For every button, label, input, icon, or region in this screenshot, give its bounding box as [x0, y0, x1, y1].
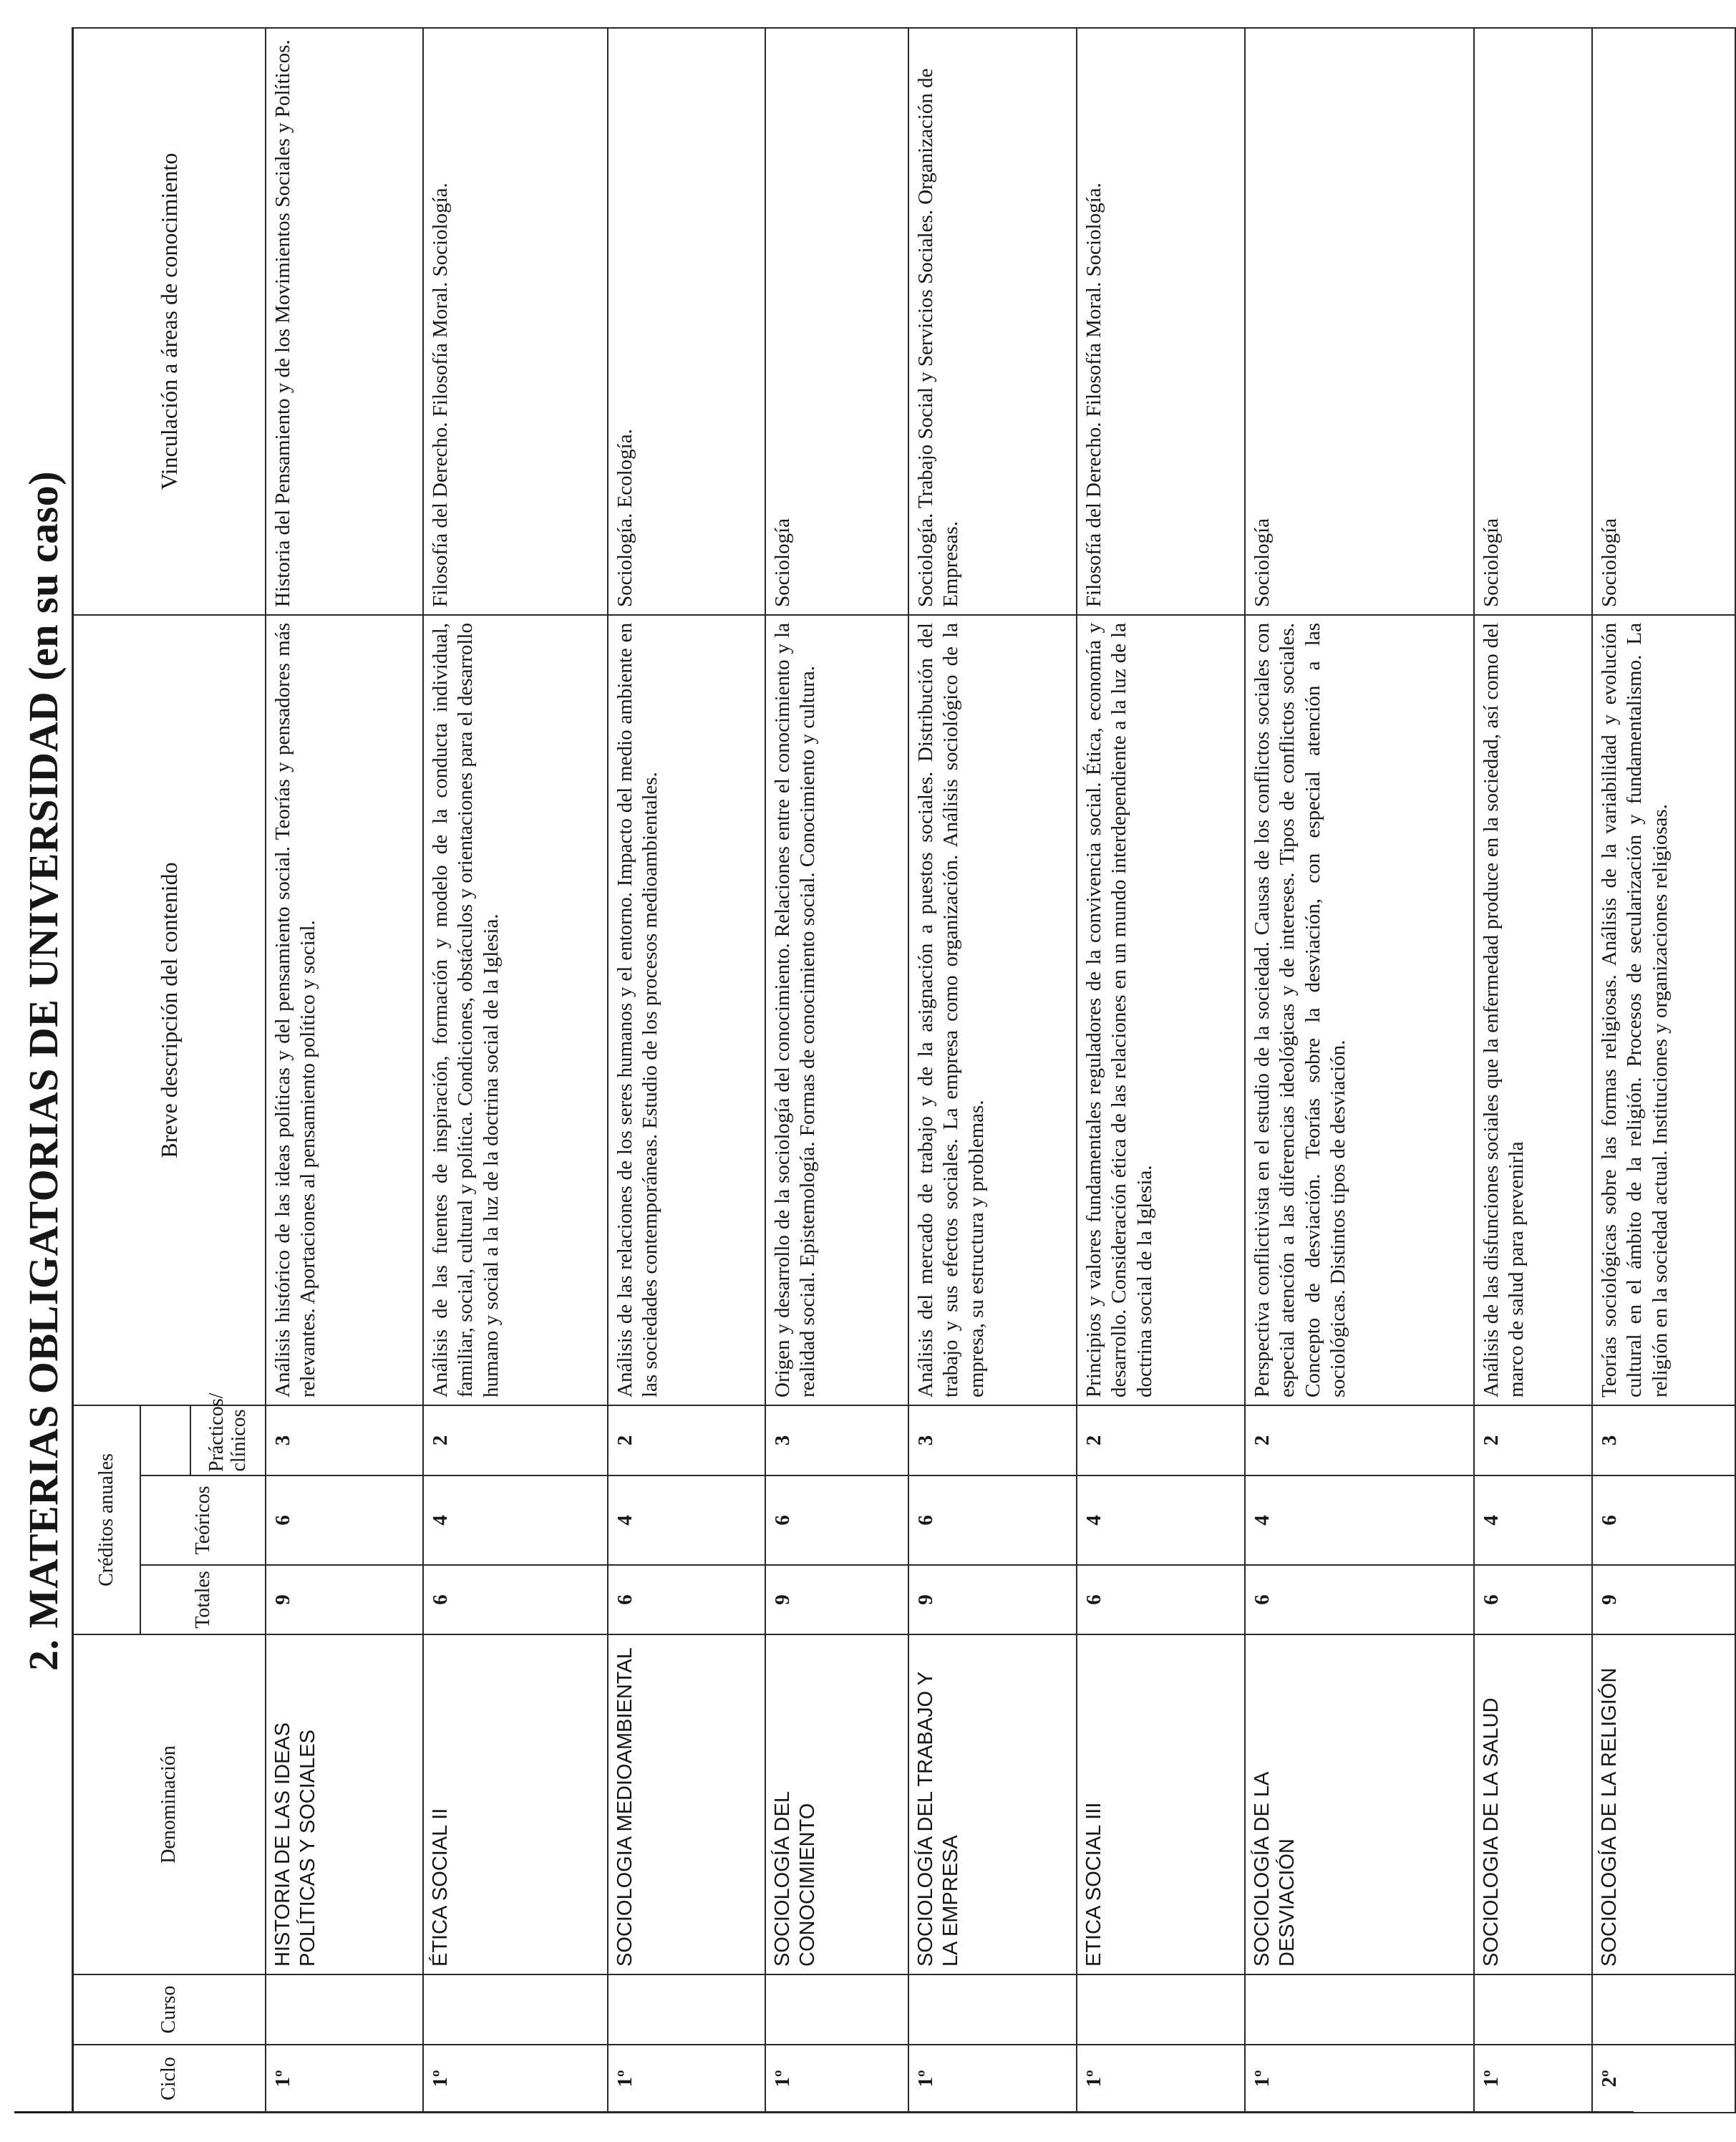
row-area: Sociología. Ecología. — [608, 28, 765, 615]
row-teoricos: 4 — [1474, 1475, 1592, 1565]
row-curso — [1245, 1974, 1474, 2045]
row-practicos: 2 — [1077, 1405, 1245, 1475]
row-area: Sociología — [765, 28, 908, 615]
row-descripcion: Análisis histórico de las ideas políticas y del pensamiento social. Teorías y pensadores más relevantes. Aportaciones al pensamiento político y social. — [266, 615, 423, 1405]
row-totales: 6 — [1474, 1565, 1592, 1634]
row-area: Filosofía del Derecho. Filosofía Moral. Sociología. — [423, 28, 608, 615]
row-area: Sociología — [1592, 28, 1735, 615]
table-row — [1592, 28, 1735, 2113]
row-area: Sociología — [1474, 28, 1592, 615]
row-ciclo: 1º — [1474, 2045, 1592, 2113]
row-area: Sociología. Trabajo Social y Servicios Sociales. Organización de Empresas. — [908, 28, 1077, 615]
header-practicos-spacer — [140, 1405, 190, 1475]
row-ciclo: 1º — [266, 2045, 423, 2113]
row-denominacion: ETICA SOCIAL III — [1077, 1634, 1245, 1974]
table-row — [908, 28, 1077, 2113]
row-ciclo: 1º — [423, 2045, 608, 2113]
header-curso: Curso — [72, 1974, 266, 2045]
row-area: Historia del Pensamiento y de los Movimientos Sociales y Políticos. — [266, 28, 423, 615]
header-practicos: Prácticos/ clínicos — [190, 1405, 266, 1475]
row-curso — [608, 1974, 765, 2045]
row-totales: 9 — [1592, 1565, 1735, 1634]
row-descripcion: Origen y desarrollo de la sociología del conocimiento. Relaciones entre el conocimiento y la realidad social. Epistemología. Formas de conocimiento social. Conocimiento y cultura. — [765, 615, 908, 1405]
header-descripcion: Breve descripción del contenido — [72, 615, 266, 1405]
header-ciclo: Ciclo — [72, 2045, 266, 2113]
row-teoricos: 6 — [1592, 1475, 1735, 1565]
row-practicos: 2 — [1474, 1405, 1592, 1475]
table-row — [1077, 28, 1245, 2113]
table-body — [266, 28, 1735, 2113]
row-ciclo: 1º — [908, 2045, 1077, 2113]
table-header — [72, 28, 266, 2113]
row-descripcion: Análisis de las disfunciones sociales que la enfermedad produce en la sociedad, así como del marco de salud para prevenirla — [1474, 615, 1592, 1405]
row-curso — [908, 1974, 1077, 2045]
row-denominacion: SOCIOLOGÍA DE LA RELIGIÓN — [1592, 1634, 1735, 1974]
row-practicos: 3 — [908, 1405, 1077, 1475]
row-totales: 6 — [608, 1565, 765, 1634]
row-descripcion: Análisis de las relaciones de los seres humanos y el entorno. Impacto del medio ambiente en las sociedades contemporáneas. Estudio de los procesos medioambientales. — [608, 615, 765, 1405]
row-teoricos: 6 — [765, 1475, 908, 1565]
row-totales: 6 — [1245, 1565, 1474, 1634]
row-denominacion: SOCIOLOGÍA DE LA DESVIACIÓN — [1245, 1634, 1474, 1974]
row-practicos: 2 — [423, 1405, 608, 1475]
row-descripcion: Perspectiva conflictivista en el estudio de la sociedad. Causas de los conflictos sociales con especial atención a las diferencias ideológicas y de intereses. Tipos de conflictos sociales. Concepto de desviación. Teorías sobre la desviación, con especial atención a las sociológicas. Distintos tipos de desviación. — [1245, 615, 1474, 1405]
header-teoricos: Teóricos — [140, 1475, 266, 1565]
row-totales: 6 — [1077, 1565, 1245, 1634]
row-totales: 9 — [908, 1565, 1077, 1634]
header-totales: Totales — [140, 1565, 266, 1634]
row-descripcion: Principios y valores fundamentales reguladores de la convivencia social. Ética, economía y desarrollo. Consideración ética de las relaciones en un mundo interdependiente a la luz de la doctrina social de la Iglesia. — [1077, 615, 1245, 1405]
row-denominacion: ÉTICA SOCIAL II — [423, 1634, 608, 1974]
header-creditos: Créditos anuales — [72, 1405, 140, 1634]
row-denominacion: SOCIOLOGIA MEDIOAMBIENTAL — [608, 1634, 765, 1974]
page-title: 2. MATERIAS OBLIGATORIAS DE UNIVERSIDAD (en su caso) — [14, 29, 74, 2113]
row-practicos: 3 — [765, 1405, 908, 1475]
row-curso — [1592, 1974, 1735, 2045]
document-frame — [14, 29, 1672, 2113]
header-denominacion: Denominación — [72, 1634, 266, 1974]
row-teoricos: 4 — [608, 1475, 765, 1565]
row-practicos: 2 — [1245, 1405, 1474, 1475]
row-teoricos: 4 — [423, 1475, 608, 1565]
row-curso — [266, 1974, 423, 2045]
row-descripcion: Teorías sociológicas sobre las formas religiosas. Análisis de la variabilidad y evolución cultural en el ámbito de la religión. Procesos de secularización y fundamentalismo. La religión en la sociedad actual. Instituciones y organizaciones religiosas. — [1592, 615, 1735, 1405]
row-descripcion: Análisis de las fuentes de inspiración, formación y modelo de la conducta individual, familiar, social, cultural y política. Condiciones, obstáculos y orientaciones para el desarrollo humano y social a la luz de la doctrina social de la Iglesia. — [423, 615, 608, 1405]
row-denominacion: SOCIOLOGÍA DEL TRABAJO Y LA EMPRESA — [908, 1634, 1077, 1974]
subjects-table — [72, 27, 1736, 2113]
row-curso — [765, 1974, 908, 2045]
row-area: Sociología — [1245, 28, 1474, 615]
row-teoricos: 4 — [1077, 1475, 1245, 1565]
row-area: Filosofía del Derecho. Filosofía Moral. Sociología. — [1077, 28, 1245, 615]
header-areas: Vinculación a áreas de conocimiento — [72, 28, 266, 615]
row-practicos: 2 — [608, 1405, 765, 1475]
row-curso — [423, 1974, 608, 2045]
row-ciclo: 1º — [1245, 2045, 1474, 2113]
row-curso — [1077, 1974, 1245, 2045]
row-totales: 9 — [765, 1565, 908, 1634]
row-curso — [1474, 1974, 1592, 2045]
row-teoricos: 4 — [1245, 1475, 1474, 1565]
row-ciclo: 1º — [608, 2045, 765, 2113]
row-practicos: 3 — [266, 1405, 423, 1475]
table-row — [423, 28, 608, 2113]
row-denominacion: SOCIOLOGÍA DEL CONOCIMIENTO — [765, 1634, 908, 1974]
table-row — [1245, 28, 1474, 2113]
row-practicos: 3 — [1592, 1405, 1735, 1475]
row-totales: 9 — [266, 1565, 423, 1634]
row-ciclo: 1º — [1077, 2045, 1245, 2113]
row-teoricos: 6 — [266, 1475, 423, 1565]
row-totales: 6 — [423, 1565, 608, 1634]
row-denominacion: HISTORIA DE LAS IDEAS POLÍTICAS Y SOCIALES — [266, 1634, 423, 1974]
row-ciclo: 1º — [765, 2045, 908, 2113]
row-denominacion: SOCIOLOGIA DE LA SALUD — [1474, 1634, 1592, 1974]
table-row — [1474, 28, 1592, 2113]
table-row — [608, 28, 765, 2113]
row-ciclo: 2º — [1592, 2045, 1735, 2113]
table-row — [765, 28, 908, 2113]
row-descripcion: Análisis del mercado de trabajo y de la asignación a puestos sociales. Distribución del trabajo y sus efectos sociales. La empresa como organización. Análisis sociológico de la empresa, su estructura y problemas. — [908, 615, 1077, 1405]
table-row — [266, 28, 423, 2113]
row-teoricos: 6 — [908, 1475, 1077, 1565]
